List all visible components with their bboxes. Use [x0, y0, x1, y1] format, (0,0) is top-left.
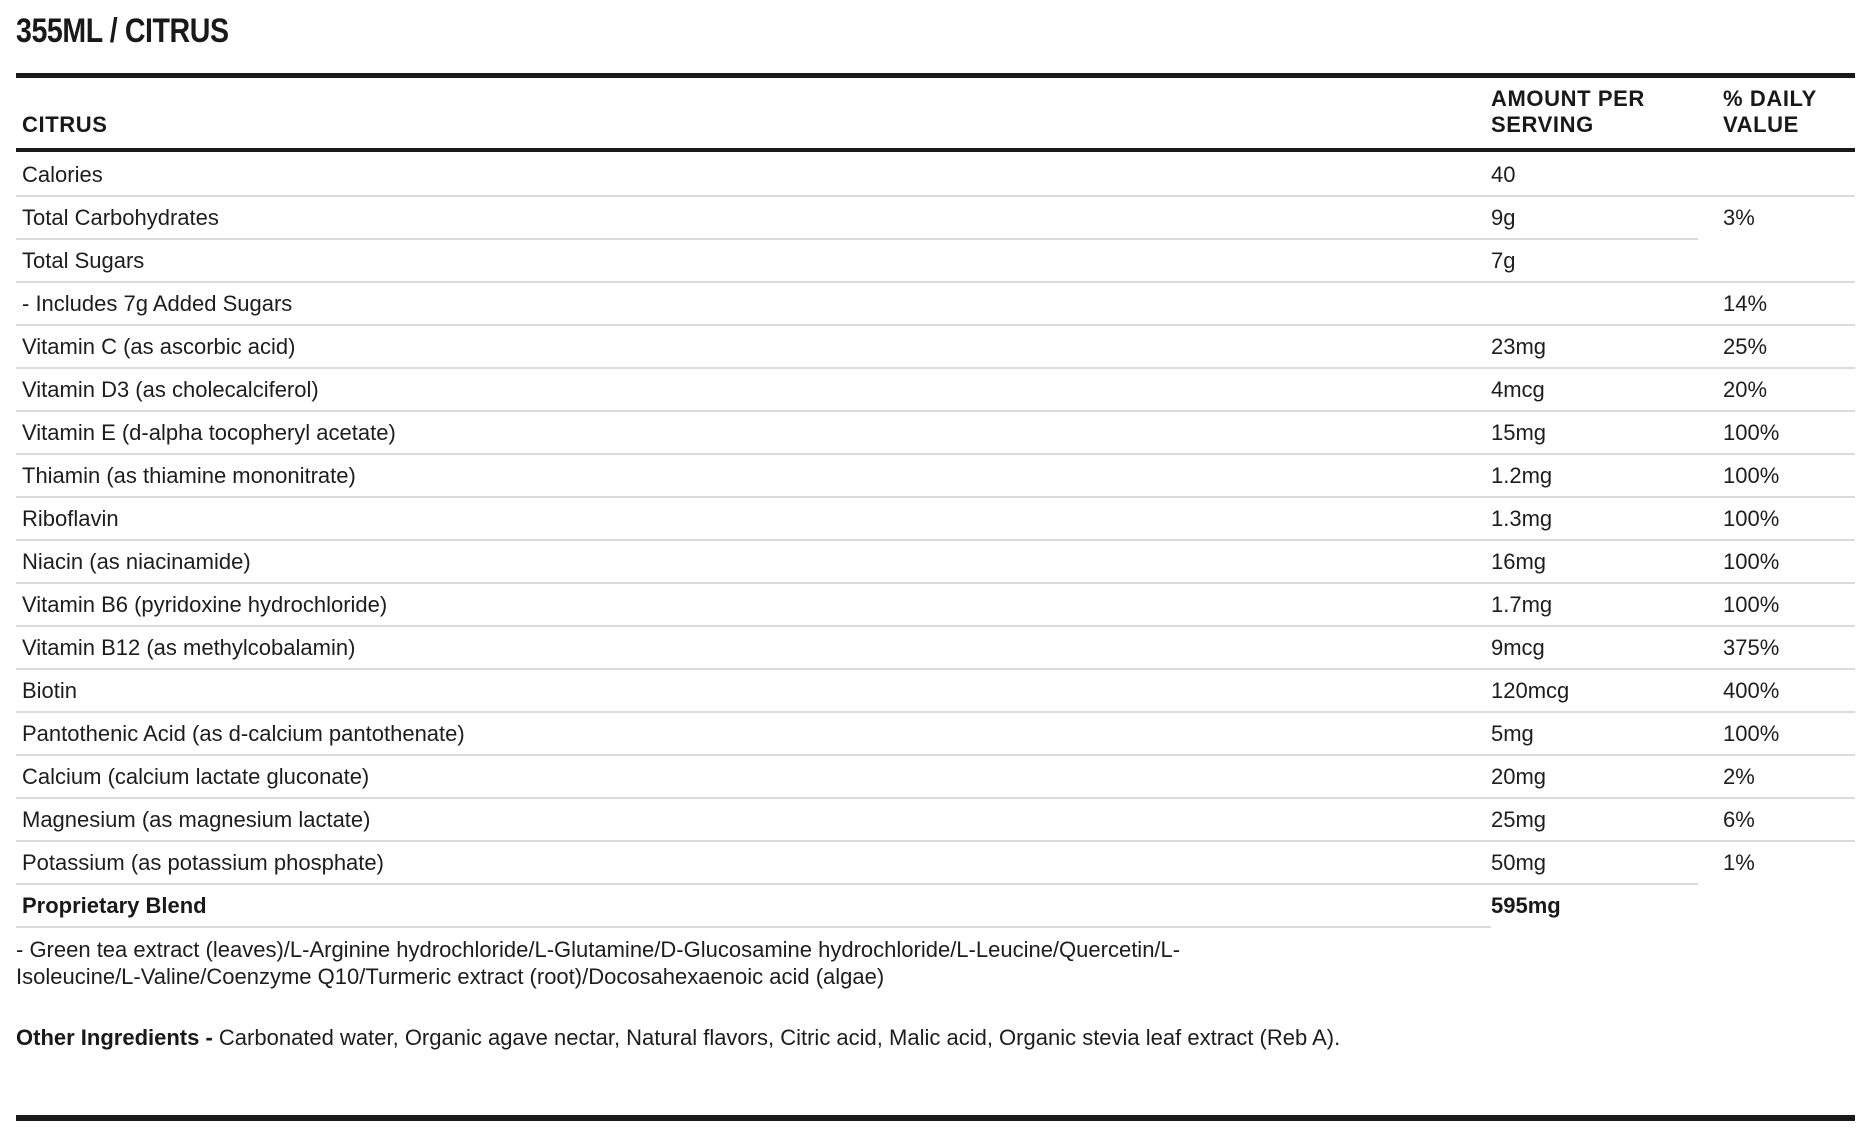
- proprietary-blend-note: [16, 926, 1855, 1002]
- amount-value: 23mg: [1491, 324, 1698, 367]
- nutrient-name: Calcium (calcium lactate gluconate): [16, 754, 1491, 797]
- table-row: [16, 238, 1855, 281]
- nutrient-name: Thiamin (as thiamine mononitrate): [16, 453, 1491, 496]
- table-row: [16, 625, 1855, 668]
- amount-value: 7g: [1491, 238, 1698, 281]
- nutrient-name: Vitamin E (d-alpha tocopheryl acetate): [16, 410, 1491, 453]
- daily-value: [1698, 152, 1855, 195]
- daily-value: 100%: [1698, 410, 1855, 453]
- daily-value: 100%: [1698, 496, 1855, 539]
- daily-value: 100%: [1698, 582, 1855, 625]
- amount-value: 25mg: [1491, 797, 1698, 840]
- daily-value: 3%: [1698, 195, 1855, 238]
- amount-value: 50mg: [1491, 840, 1698, 883]
- page-title-text: 355ML / CITRUS: [16, 12, 229, 50]
- daily-value: 1%: [1698, 840, 1855, 883]
- page-title: [16, 0, 1855, 51]
- daily-value: 14%: [1698, 281, 1855, 324]
- amount-value: 4mcg: [1491, 367, 1698, 410]
- nutrient-name: Vitamin B6 (pyridoxine hydrochloride): [16, 582, 1491, 625]
- column-header-amount-per-serving: AMOUNT PER SERVING: [1491, 86, 1645, 137]
- amount-value: 20mg: [1491, 754, 1698, 797]
- nutrient-name: Vitamin C (as ascorbic acid): [16, 324, 1491, 367]
- table-row: [16, 195, 1855, 238]
- amount-value: 16mg: [1491, 539, 1698, 582]
- amount-value: 40: [1491, 161, 1516, 187]
- amount-value: 595mg: [1491, 883, 1698, 926]
- daily-value: 25%: [1698, 324, 1855, 367]
- nutrient-name: Potassium (as potassium phosphate): [16, 840, 1491, 883]
- nutrient-name: Vitamin B12 (as methylcobalamin): [16, 625, 1491, 668]
- amount-value: 1.2mg: [1491, 453, 1698, 496]
- nutrient-name: Calories: [22, 161, 103, 187]
- table-row: [16, 539, 1855, 582]
- table-row: [16, 582, 1855, 625]
- daily-value: 6%: [1698, 797, 1855, 840]
- table-row: [16, 754, 1855, 797]
- daily-value: 2%: [1698, 754, 1855, 797]
- blend-note-divider: [16, 926, 1491, 928]
- table-row: [16, 840, 1855, 883]
- amount-value: 120mcg: [1491, 668, 1698, 711]
- nutrient-name: Pantothenic Acid (as d-calcium pantothenate): [16, 711, 1491, 754]
- nutrient-name: Total Carbohydrates: [16, 195, 1491, 238]
- amount-value: 9mcg: [1491, 625, 1698, 668]
- daily-value: 400%: [1698, 668, 1855, 711]
- bottom-rule: [16, 1115, 1855, 1121]
- column-header-daily-value: % DAILY VALUE: [1723, 86, 1817, 137]
- table-row: [16, 453, 1855, 496]
- daily-value: [1698, 883, 1855, 926]
- table-row: [16, 410, 1855, 453]
- amount-value: 1.7mg: [1491, 582, 1698, 625]
- daily-value: [1698, 238, 1855, 281]
- table-row: [16, 668, 1855, 711]
- amount-value: 9g: [1491, 195, 1698, 238]
- nutrient-name: - Includes 7g Added Sugars: [16, 281, 1491, 324]
- amount-value: 5mg: [1491, 711, 1698, 754]
- amount-value: 1.3mg: [1491, 496, 1698, 539]
- blend-note-line-1: - Green tea extract (leaves)/L-Arginine hydrochloride/L-Glutamine/D-Glucosamine hydrochloride/L-Leucine/Quercetin/L-: [16, 937, 1181, 962]
- column-header-flavor: CITRUS: [22, 112, 108, 137]
- table-row: [16, 711, 1855, 754]
- nutrient-name: Riboflavin: [16, 496, 1491, 539]
- nutrient-name: Magnesium (as magnesium lactate): [16, 797, 1491, 840]
- table-row: [16, 367, 1855, 410]
- other-ingredients-text: Carbonated water, Organic agave nectar, Natural flavors, Citric acid, Malic acid, Organic stevia leaf extract (Reb A).: [218, 1025, 1341, 1050]
- other-ingredients: [16, 1024, 1855, 1051]
- daily-value: 100%: [1698, 453, 1855, 496]
- other-ingredients-label: Other Ingredients -: [16, 1025, 219, 1050]
- table-row: [16, 797, 1855, 840]
- nutrient-name: Biotin: [16, 668, 1491, 711]
- blend-note-line-2: Isoleucine/L-Valine/Coenzyme Q10/Turmeric extract (root)/Docosahexaenoic acid (algae): [16, 964, 885, 989]
- table-row: [16, 883, 1855, 926]
- nutrient-name: Total Sugars: [16, 238, 1491, 281]
- nutrient-name: Niacin (as niacinamide): [16, 539, 1491, 582]
- nutrient-rows: [16, 152, 1855, 926]
- daily-value: 375%: [1698, 625, 1855, 668]
- table-row: [16, 281, 1855, 324]
- daily-value: 100%: [1698, 711, 1855, 754]
- amount-value: 15mg: [1491, 410, 1698, 453]
- table-row: [16, 324, 1855, 367]
- daily-value: 20%: [1698, 367, 1855, 410]
- daily-value: 100%: [1698, 539, 1855, 582]
- amount-value: [1491, 281, 1698, 324]
- table-row: [16, 496, 1855, 539]
- nutrient-name: Vitamin D3 (as cholecalciferol): [16, 367, 1491, 410]
- nutrient-name: Proprietary Blend: [16, 883, 1491, 926]
- table-row: [16, 152, 1855, 195]
- table-header: [16, 78, 1855, 148]
- nutrition-panel: [16, 0, 1855, 1121]
